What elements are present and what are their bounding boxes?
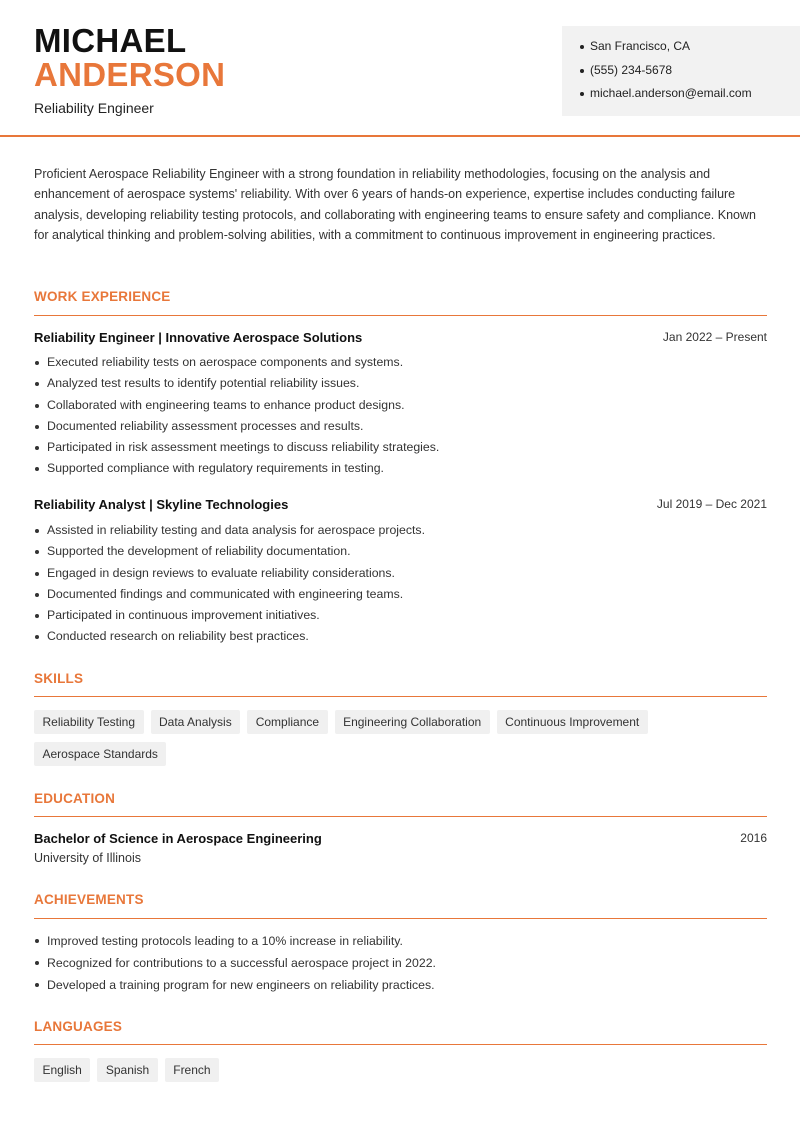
list-item: Engaged in design reviews to evaluate reliability considerations. <box>34 563 754 584</box>
contact-location-text: San Francisco, CA <box>590 39 691 53</box>
language-tag: French <box>165 1058 219 1082</box>
list-item: Documented reliability assessment processes and results. <box>34 416 754 437</box>
section-divider <box>34 315 767 316</box>
skills-heading: SKILLS <box>34 671 84 686</box>
language-tag: English <box>34 1058 90 1082</box>
section-divider <box>34 1044 767 1045</box>
contact-box <box>562 26 800 116</box>
job-title: Reliability Engineer <box>34 100 154 116</box>
list-item: Participated in risk assessment meetings to discuss reliability strategies. <box>34 437 754 458</box>
section-divider <box>34 816 767 817</box>
school-name: University of Illinois <box>34 851 141 865</box>
graduation-year: 2016 <box>740 831 767 845</box>
list-item: Supported compliance with regulatory requirements in testing. <box>34 458 754 479</box>
work-experience-heading: WORK EXPERIENCE <box>34 289 171 304</box>
language-tag: Spanish <box>97 1058 157 1082</box>
achievements-list <box>34 930 754 996</box>
list-item: Developed a training program for new engineers on reliability practices. <box>34 974 754 996</box>
list-item: Executed reliability tests on aerospace components and systems. <box>34 352 754 373</box>
list-item: Assisted in reliability testing and data analysis for aerospace projects. <box>34 520 754 541</box>
contact-phone-text: (555) 234-5678 <box>590 62 673 77</box>
section-divider <box>34 696 767 697</box>
bullet-icon <box>580 45 584 49</box>
job-1-dates: Jan 2022 – Present <box>662 330 767 344</box>
skills-tags <box>34 710 774 774</box>
degree-title: Bachelor of Science in Aerospace Engineering <box>34 831 322 846</box>
education-heading: EDUCATION <box>34 791 116 806</box>
bullet-icon <box>580 69 584 73</box>
skill-tag: Data Analysis <box>151 710 241 734</box>
list-item: Participated in continuous improvement initiatives. <box>34 605 754 626</box>
job-2-dates: Jul 2019 – Dec 2021 <box>656 497 767 511</box>
contact-location <box>562 38 800 62</box>
list-item: Recognized for contributions to a successful aerospace project in 2022. <box>34 952 754 974</box>
first-name: MICHAEL <box>34 22 187 59</box>
list-item: Supported the development of reliability documentation. <box>34 541 754 562</box>
bullet-icon <box>580 92 584 96</box>
last-name: ANDERSON <box>34 56 226 93</box>
summary-paragraph: Proficient Aerospace Reliability Engineer with a strong foundation in reliability methodologies, focusing on the analysis and enhancement of aerospace systems' reliability. With over 6 years of hands-on experience, expertise includes conducting failure analysis, developing reliability testing protocols, and collaborating with engineering teams to ensure safety and compliance. Known for analytical thinking and problem-solving abilities, with a commitment to continuous improvement in engineering practices. <box>34 167 756 243</box>
job-1-bullets <box>34 352 754 480</box>
list-item: Improved testing protocols leading to a 10% increase in reliability. <box>34 930 754 952</box>
list-item: Collaborated with engineering teams to enhance product designs. <box>34 395 754 416</box>
contact-email <box>562 85 800 109</box>
contact-phone <box>562 62 800 86</box>
resume-header <box>0 0 800 137</box>
job-1-title: Reliability Engineer | Innovative Aerospace Solutions <box>34 330 363 345</box>
list-item: Conducted research on reliability best practices. <box>34 626 754 647</box>
skill-tag: Continuous Improvement <box>497 710 648 734</box>
languages-heading: LANGUAGES <box>34 1019 123 1034</box>
languages-tags <box>34 1058 774 1090</box>
skill-tag: Engineering Collaboration <box>335 710 490 734</box>
skill-tag: Reliability Testing <box>34 710 144 734</box>
skill-tag: Aerospace Standards <box>34 742 166 766</box>
contact-email-text[interactable]: michael.anderson@email.com <box>590 86 752 100</box>
skill-tag: Compliance <box>247 710 327 734</box>
list-item: Analyzed test results to identify potential reliability issues. <box>34 373 754 394</box>
job-2-title: Reliability Analyst | Skyline Technologies <box>34 497 289 512</box>
list-item: Documented findings and communicated with engineering teams. <box>34 584 754 605</box>
achievements-heading: ACHIEVEMENTS <box>34 892 144 907</box>
job-2-bullets <box>34 520 754 648</box>
section-divider <box>34 918 767 919</box>
